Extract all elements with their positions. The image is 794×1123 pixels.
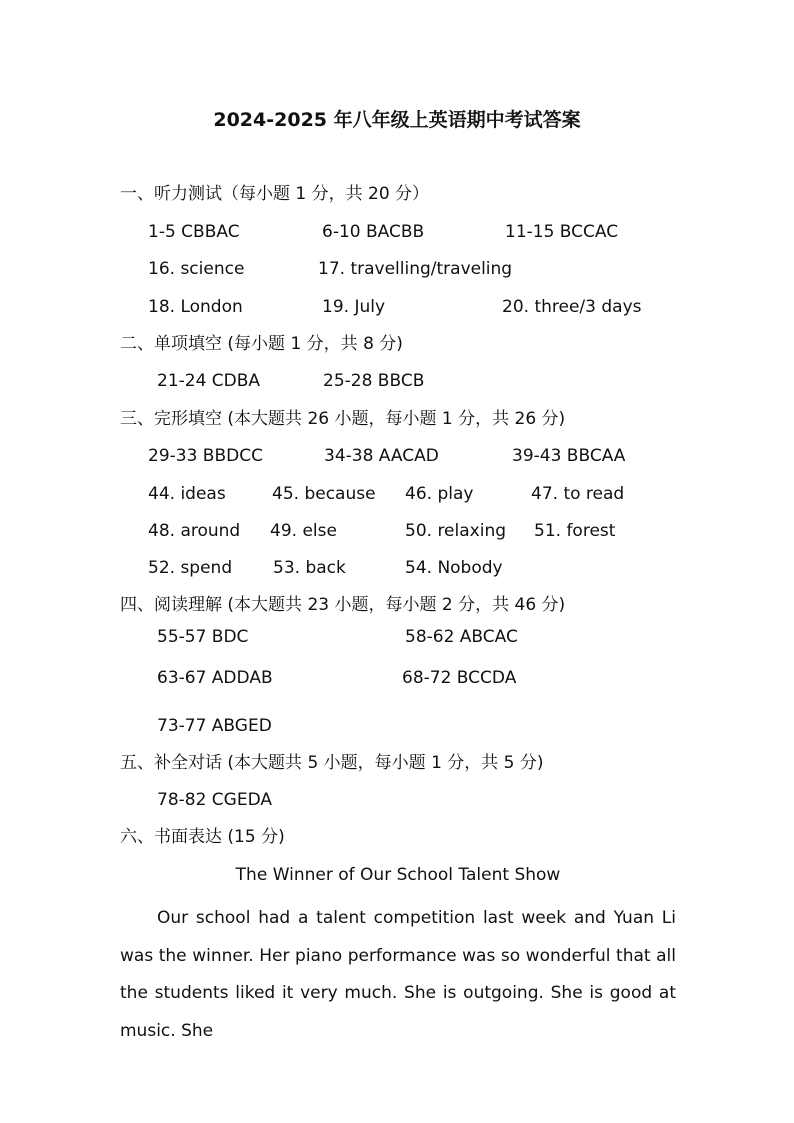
answer-item: 17. travelling/traveling — [318, 259, 513, 279]
answer-item: 20. three/3 days — [502, 297, 642, 317]
answer-item: 78-82 CGEDA — [157, 790, 273, 810]
answer-item: 48. around — [148, 521, 241, 541]
section-heading-listening: 一、听力测试（每小题 1 分，共 20 分） — [120, 184, 430, 204]
answer-item: 73-77 ABGED — [157, 716, 272, 736]
answer-item: 11-15 BCCAC — [505, 222, 619, 242]
essay-title: The Winner of Our School Talent Show — [235, 865, 561, 885]
answer-item: 29-33 BBDCC — [148, 446, 263, 466]
section-heading-cloze: 三、完形填空 (本大题共 26 小题，每小题 1 分，共 26 分) — [120, 409, 566, 429]
section-heading-dialogue: 五、补全对话 (本大题共 5 小题，每小题 1 分，共 5 分) — [120, 753, 544, 773]
section-heading-writing: 六、书面表达 (15 分) — [120, 827, 285, 847]
answer-item: 51. forest — [534, 521, 616, 541]
answer-item: 58-62 ABCAC — [405, 627, 518, 647]
answer-item: 50. relaxing — [405, 521, 507, 541]
answer-item: 16. science — [148, 259, 245, 279]
section-heading-single-choice: 二、单项填空 (每小题 1 分，共 8 分) — [120, 334, 403, 354]
answer-item: 25-28 BBCB — [323, 371, 425, 391]
answer-item: 53. back — [273, 558, 346, 578]
answer-item: 19. July — [322, 297, 386, 317]
answer-item: 18. London — [148, 297, 243, 317]
answer-item: 49. else — [270, 521, 337, 541]
answer-item: 6-10 BACBB — [322, 222, 425, 242]
section-heading-reading: 四、阅读理解 (本大题共 23 小题，每小题 2 分，共 46 分) — [120, 595, 566, 615]
answer-item: 44. ideas — [148, 484, 226, 504]
answer-item: 47. to read — [531, 484, 625, 504]
document-title: 2024-2025 年八年级上英语期中考试答案 — [213, 109, 581, 131]
answer-item: 46. play — [405, 484, 474, 504]
answer-item: 34-38 AACAD — [324, 446, 439, 466]
essay-paragraph: Our school had a talent competition last week and Yuan Li was the winner. Her piano performance was so wonderful that all the students liked it very much. She is outgoing. She is good at music. She — [120, 908, 676, 1041]
answer-item: 45. because — [272, 484, 376, 504]
answer-item: 1-5 CBBAC — [148, 222, 240, 242]
answer-item: 54. Nobody — [405, 558, 503, 578]
answer-item: 55-57 BDC — [157, 627, 249, 647]
answer-item: 63-67 ADDAB — [157, 668, 273, 688]
answer-item: 39-43 BBCAA — [512, 446, 626, 466]
answer-item: 21-24 CDBA — [157, 371, 261, 391]
answer-item: 52. spend — [148, 558, 233, 578]
answer-item: 68-72 BCCDA — [402, 668, 517, 688]
